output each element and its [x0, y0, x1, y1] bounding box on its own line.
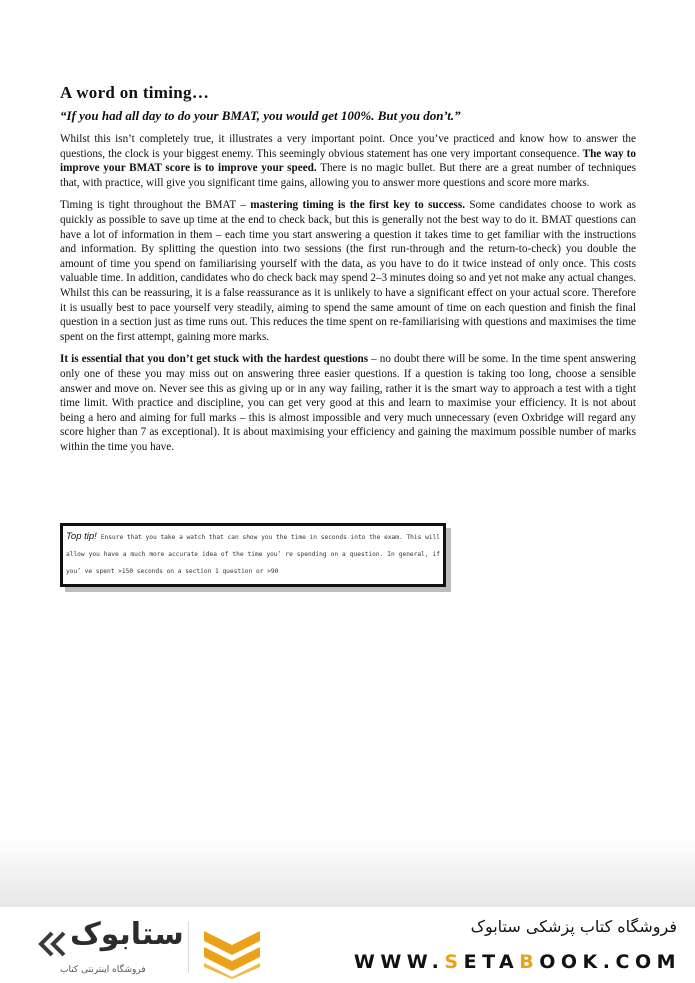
logo-divider — [188, 921, 189, 973]
url-part-3: ETA — [463, 951, 520, 973]
url-part-5: OOK.COM — [539, 951, 681, 973]
top-tip-box — [60, 523, 446, 587]
content-column — [60, 83, 636, 462]
para-2-text-end: Some candidates choose to work as quickly as possible to save up time at the end to check back, but this is generally not the best way to do it. BMAT questions can have a lot of information in them – each time you start answering a question it takes time to get familiar with the instructions and information. By splitting the question into two sessions (the first run-through and the return-to-check) you double the amount of time you spend on familiarising yourself with the data, as you have to do it twice instead of only once. This costs valuable time. In addition, candidates who do check back may spend 2–3 minutes doing so and yet not make any actual changes. Whilst this can be reassuring, it is a false reassurance as it is unlikely to have a significant effect on your actual score. Therefore it is usually best to pace yourself very steadily, aiming to spend the same amount of time on each question and finish the final question in a section just as time runs out. This reduces the time spent on re-familiarising with questions and maximises the time spent on the first attempt, gaining more marks. — [60, 199, 636, 343]
para-3-text: – no doubt there will be some. In the time spent answering only one of these you may miss out on answering three easier questions. If a question is taking too long, choose a sensible answer and move on. Never see this as giving up or in any way failing, rather it is the smart way to approach a test with a tight time limit. With practice and discipline, you can get very good at this and learn to maximise your efficiency. It is not about being a hero and aiming for full marks – this is almost impossible and very much unnecessary (even Oxbridge will regard any score higher than 7 as exceptional). It is about maximising your efficiency and gaining the maximum possible number of marks within the time you have. — [60, 353, 636, 453]
para-1-text-end: There is no magic bullet. But there are a great number of techniques that, with practice, will give you significant time gains, allowing you to answer more questions and score more marks. — [60, 162, 636, 189]
section-heading: A word on timing… — [60, 83, 210, 102]
book-chevron-logo-icon — [200, 927, 264, 979]
url-part-1: WWW. — [353, 951, 445, 973]
url-part-2: S — [444, 951, 464, 973]
top-tip-text: Ensure that you take a watch that can show you the time in seconds into the exam. This will allow you have a much more accurate idea of the time you’ re spending on a question. In general, if you’ ve spent >150 seconds on a section 1 question or >90 — [66, 534, 440, 575]
paragraph-3 — [60, 352, 636, 454]
para-2-emphasis: mastering timing is the first key to success. — [250, 199, 466, 212]
section-quote: “If you had all day to do your BMAT, you would get 100%. But you don’t.” — [60, 108, 461, 123]
store-url[interactable] — [354, 951, 681, 973]
logo-wordmark: ستابوک — [70, 917, 184, 952]
publisher-footer — [0, 907, 695, 983]
footer-fade — [0, 835, 695, 907]
para-1-emphasis: The way to improve your BMAT score is to improve your speed. — [60, 147, 636, 175]
top-tip-label: Top tip! — [66, 531, 97, 542]
para-1-text: Whilst this isn’t completely true, it illustrates a very important point. Once you’ve practiced and know how to answer the questions, the clock is your biggest enemy. This seemingly obvious statement has one very important consequence. — [60, 133, 636, 160]
paragraph-1 — [60, 132, 636, 190]
store-title: فروشگاه کتاب پزشکی ستابوک — [470, 917, 677, 936]
para-2-text: Timing is tight throughout the BMAT – — [60, 199, 251, 212]
url-part-4: B — [519, 951, 540, 973]
logo-tagline: فروشگاه اینترنتی کتاب — [60, 965, 146, 975]
para-3-emphasis: It is essential that you don’t get stuck with the hardest questions — [60, 353, 369, 366]
paragraph-2 — [60, 198, 636, 344]
double-chevron-icon — [38, 931, 68, 957]
